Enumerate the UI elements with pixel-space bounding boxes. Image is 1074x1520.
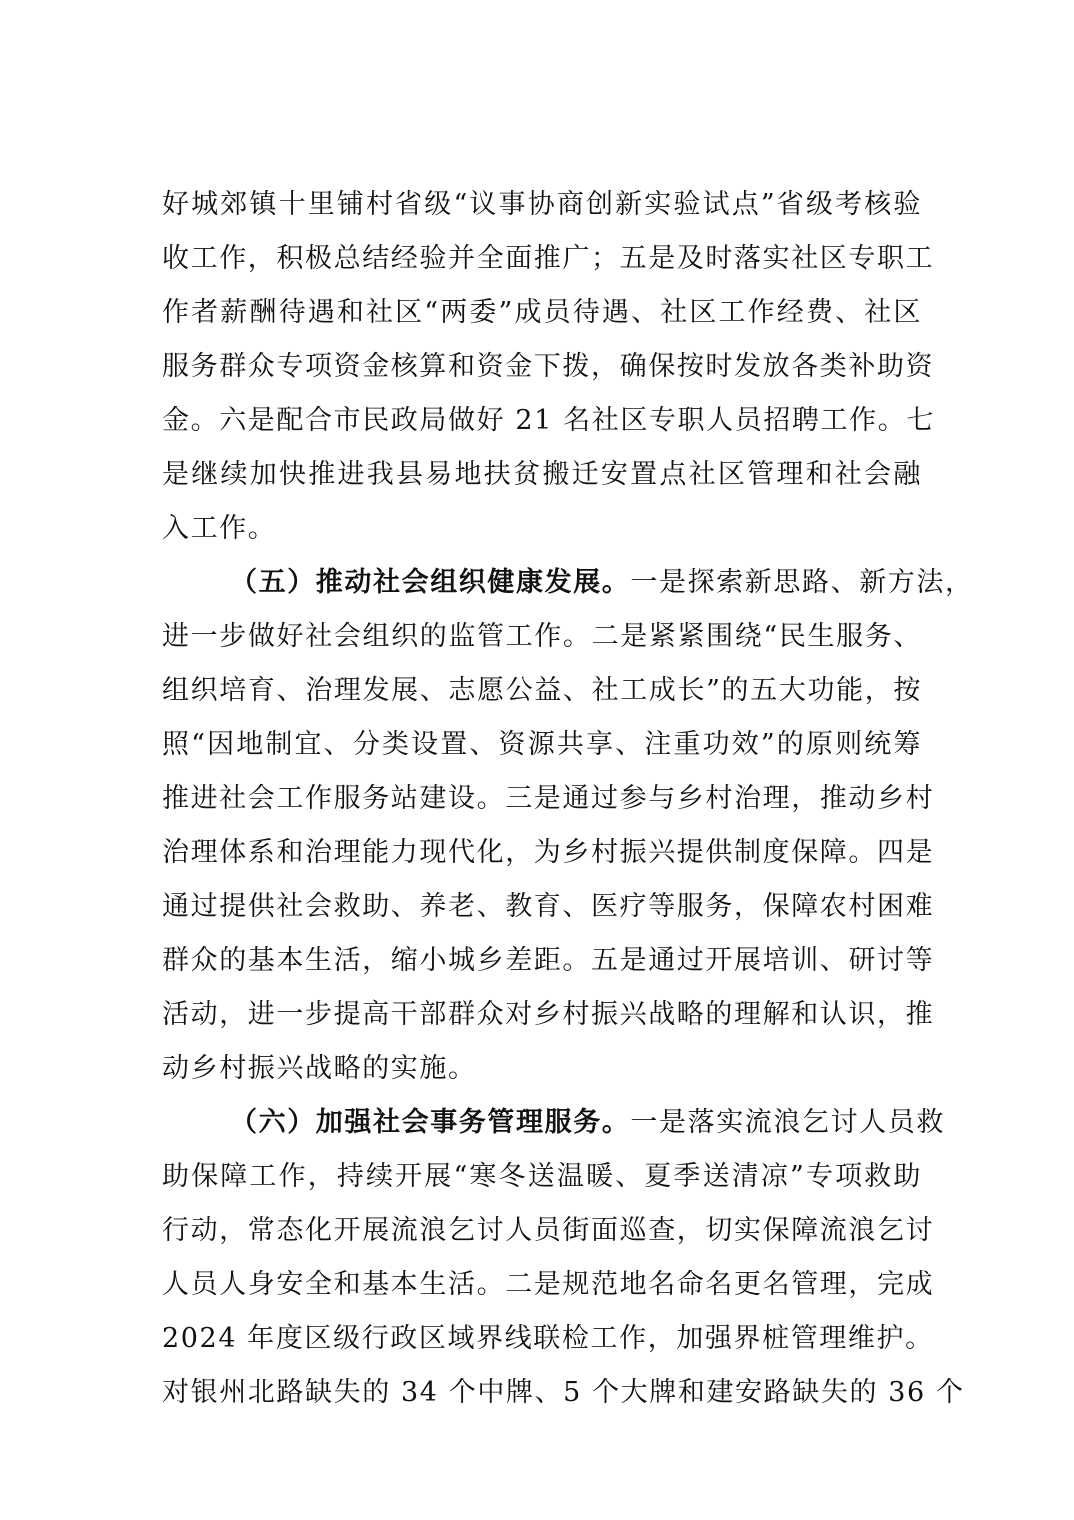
- text-line: 群众的基本生活，缩小城乡差距。五是通过开展培训、研讨等: [162, 945, 935, 976]
- text-line: 通过提供社会救助、养老、教育、医疗等服务，保障农村困难: [162, 891, 935, 922]
- text-line: 组织培育、治理发展、志愿公益、社工成长”的五大功能，按: [162, 675, 922, 706]
- section-5-first-line-text: 一是探索新思路、新方法，: [630, 567, 974, 598]
- text-line: 作者薪酬待遇和社区“两委”成员待遇、社区工作经费、社区: [162, 297, 922, 328]
- text-line: 治理体系和治理能力现代化，为乡村振兴提供制度保障。四是: [162, 837, 935, 868]
- text-line: 活动，进一步提高干部群众对乡村振兴战略的理解和认识，推: [162, 999, 935, 1030]
- text-line: 2024 年度区级行政区域界线联检工作，加强界桩管理维护。: [162, 1323, 934, 1354]
- section-6-first-line-text: 一是落实流浪乞讨人员救: [630, 1107, 946, 1138]
- text-line: 进一步做好社会组织的监管工作。二是紧紧围绕“民生服务、: [162, 621, 922, 652]
- section-5-heading: （五）推动社会组织健康发展。: [230, 567, 631, 598]
- text-line: 是继续加快推进我县易地扶贫搬迁安置点社区管理和社会融: [162, 459, 922, 490]
- text-line: 好城郊镇十里铺村省级“议事协商创新实验试点”省级考核验: [162, 189, 922, 220]
- text-line: 服务群众专项资金核算和资金下拨，确保按时发放各类补助资: [162, 351, 935, 382]
- document-body: [162, 178, 974, 1420]
- section-6-first-line: [162, 1096, 946, 1150]
- section-6-heading: （六）加强社会事务管理服务。: [230, 1107, 631, 1138]
- text-line: 入工作。: [162, 513, 277, 544]
- text-line: 助保障工作，持续开展“寒冬送温暖、夏季送清凉”专项救助: [162, 1161, 922, 1192]
- text-line: 推进社会工作服务站建设。三是通过参与乡村治理，推动乡村: [162, 783, 935, 814]
- section-5-first-line: [162, 556, 974, 610]
- text-line: 对银州北路缺失的 34 个中牌、5 个大牌和建安路缺失的 36 个: [162, 1377, 965, 1408]
- text-line: 人员人身安全和基本生活。二是规范地名命名更名管理，完成: [162, 1269, 935, 1300]
- text-line: 收工作，积极总结经验并全面推广；五是及时落实社区专职工: [162, 243, 935, 274]
- text-line: 照“因地制宜、分类设置、资源共享、注重功效”的原则统筹: [162, 729, 922, 760]
- text-line: 动乡村振兴战略的实施。: [162, 1053, 477, 1084]
- text-line: 行动，常态化开展流浪乞讨人员街面巡查，切实保障流浪乞讨: [162, 1215, 935, 1246]
- text-line: 金。六是配合市民政局做好 21 名社区专职人员招聘工作。七: [162, 405, 935, 436]
